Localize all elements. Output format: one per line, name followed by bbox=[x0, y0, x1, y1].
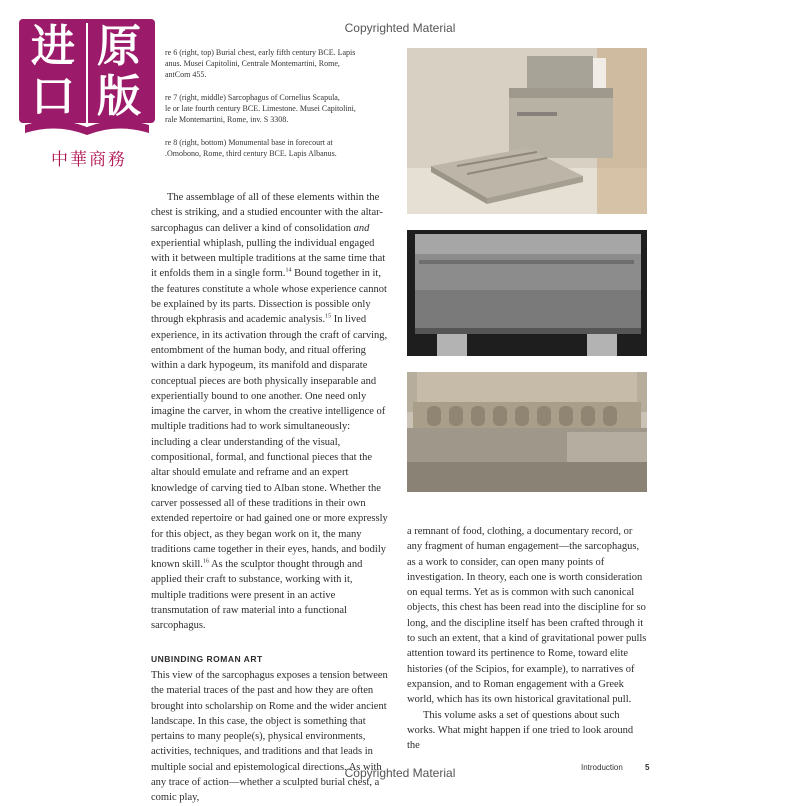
figure-8-monumental-base-photo bbox=[407, 372, 647, 492]
right-text-column bbox=[407, 524, 647, 753]
body-paragraph: This volume asks a set of questions about such works. What might happen if one tried to look around the bbox=[407, 709, 634, 752]
copyright-watermark-top: Copyrighted Material bbox=[344, 21, 456, 35]
body-paragraph bbox=[151, 190, 389, 634]
logo-char-1: 进 bbox=[31, 21, 75, 72]
text-run: Bound together in it, the features constitute a whole whose experience cannot be explained by its parts. Dissection is possible only through ekphrasis and academic analysis. bbox=[151, 268, 387, 326]
body-paragraph: a remnant of food, clothing, a documentary record, or any fragment of human engagement—the sarcophagus, as a work to consider, can open many points of investigation. In theory, each one is worth consideration on equal terms. Yet as is common with such canonical objects, this chest has been read into the discipline for so long, and the discipline itself has been crafted through it to such an extent, that a kind of gravitational power pulls attention toward its pertinence to Rome, toward elite histories (of the Scipios, for example), to narratives of expansion, and to Roman engagement with a Greek world, which has its own historical gravitational pull. bbox=[407, 526, 647, 706]
publisher-logo bbox=[17, 17, 157, 170]
caption-line: .Omobono, Rome, third century BCE. Lapis Albanus. bbox=[165, 149, 337, 158]
body-paragraph: This view of the sarcophagus exposes a tension between the material traces of the past and how they are often brought into scholarship on Rome and the wider ancient landscape. In this case, the object is something that pertains to many people(s), physical environments, activities, techniques, and traditions and that leads in multiple social and epistemological directions. As with any trace of action—whether a sculpted burial chest, a comic play, bbox=[151, 669, 388, 804]
logo-char-4: 版 bbox=[97, 71, 141, 122]
running-footer-section: Introduction bbox=[581, 763, 623, 772]
logo-char-3: 口 bbox=[31, 71, 75, 122]
emphasis-text: and bbox=[353, 222, 370, 234]
logo-characters bbox=[17, 17, 157, 137]
copyright-watermark-bottom: Copyrighted Material bbox=[344, 766, 456, 780]
caption-line: anus. Musei Capitolini, Centrale Montemartini, Rome, bbox=[165, 59, 340, 68]
footnote-ref[interactable]: 16 bbox=[202, 558, 209, 565]
caption-figure-8 bbox=[165, 137, 390, 159]
page-number: 5 bbox=[645, 763, 650, 772]
caption-line: rale Montemartini, Rome, inv. S 3308. bbox=[165, 115, 289, 124]
text-run: In lived experience, in its activation through the craft of carving, entombment of the human body, and ritual offering within a dark hypogeum, its manifold and disparate conceptual pieces are both physically inseparable and experientially bound to one another. One need only imagine the carver, in whom the creative intelligence of multiple traditions had to work simultaneously: including a clear understanding of the visual, compositional, formal, and functional pieces that the altar should emulate and reframe and an expert knowledge of carving tied to Alban stone. Whether the carver possessed all of these traditions in their own extended repertoire or had gained one or more expressly for this object, as they began work on it, the many traditions came together in their eyes, hands, and bodily known skill. bbox=[151, 314, 388, 571]
figure-6-burial-chest-photo bbox=[407, 48, 647, 214]
caption-line: re 8 (right, bottom) Monumental base in forecourt at bbox=[165, 138, 333, 147]
text-run: experiential whiplash, pulling the individual engaged with it between multiple traditions at the same time that it enfolds them in a single form. bbox=[151, 237, 386, 280]
left-text-column bbox=[151, 190, 389, 806]
caption-figure-6 bbox=[165, 47, 390, 80]
logo-subtitle: 中華商務 bbox=[51, 150, 127, 170]
figure-captions bbox=[165, 47, 390, 171]
footnote-ref[interactable]: 14 bbox=[285, 267, 292, 274]
caption-line: re 6 (right, top) Burial chest, early fifth century BCE. Lapis bbox=[165, 48, 356, 57]
section-heading: UNBINDING ROMAN ART bbox=[151, 653, 263, 664]
logo-char-2: 原 bbox=[97, 21, 141, 72]
caption-figure-7 bbox=[165, 92, 390, 125]
text-run: As the sculptor thought through and applied their craft to substance, working with it, multiple traditions were present in an active transmutation of raw material into a functional sarcophagus. bbox=[151, 559, 363, 632]
caption-line: re 7 (right, middle) Sarcophagus of Cornelius Scapula, bbox=[165, 93, 340, 102]
figure-7-sarcophagus-photo bbox=[407, 230, 647, 356]
text-run: The assemblage of all of these elements within the chest is striking, and a studied encounter with the altar-sarcophagus can deliver a kind of consolidation bbox=[151, 192, 383, 234]
footnote-ref[interactable]: 15 bbox=[325, 313, 332, 320]
caption-line: le or late fourth century BCE. Limestone. Musei Capitolini, bbox=[165, 104, 356, 113]
caption-line: antCom 455. bbox=[165, 70, 207, 79]
